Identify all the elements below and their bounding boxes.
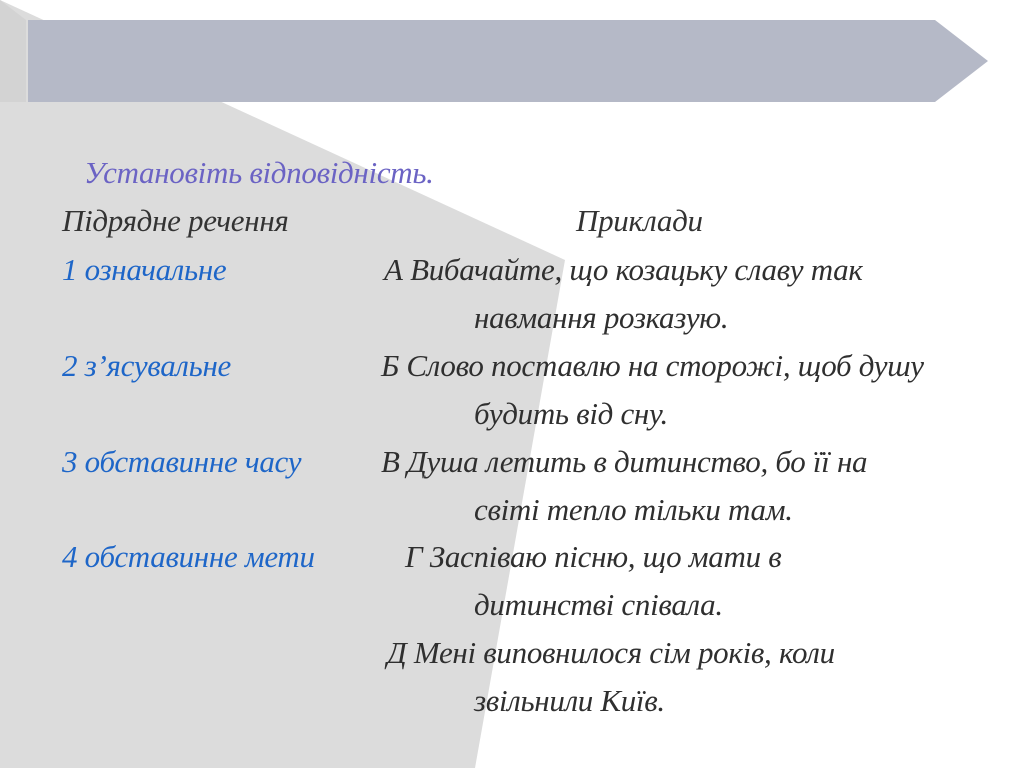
example-line: Д Мені виповнилося сім років, коли — [387, 635, 835, 670]
example-line: В Душа летить в дитинство, бо її на — [381, 444, 868, 479]
example-line: Б Слово поставлю на сторожі, щоб душу — [381, 348, 924, 383]
example-line: будить від сну. — [474, 396, 668, 431]
example-line: А Вибачайте, що козацьку славу так — [384, 252, 863, 287]
example-line: звільнили Київ. — [474, 683, 665, 718]
clause-item: 1 означальне — [62, 252, 227, 287]
example-line: Г Заспіваю пісню, що мати в — [405, 539, 782, 574]
clause-item: 2 з’ясувальне — [62, 348, 231, 383]
column-header-clauses: Підрядне речення — [62, 203, 289, 238]
example-line: навмання розказую. — [474, 300, 729, 335]
clause-item: 4 обставинне мети — [62, 539, 315, 574]
column-header-examples: Приклади — [576, 203, 703, 238]
task-instruction: Установіть відповідність. — [84, 155, 434, 190]
clause-item: 3 обставинне часу — [62, 444, 302, 479]
example-line: світі тепло тільки там. — [474, 492, 793, 527]
example-line: дитинстві співала. — [474, 587, 723, 622]
